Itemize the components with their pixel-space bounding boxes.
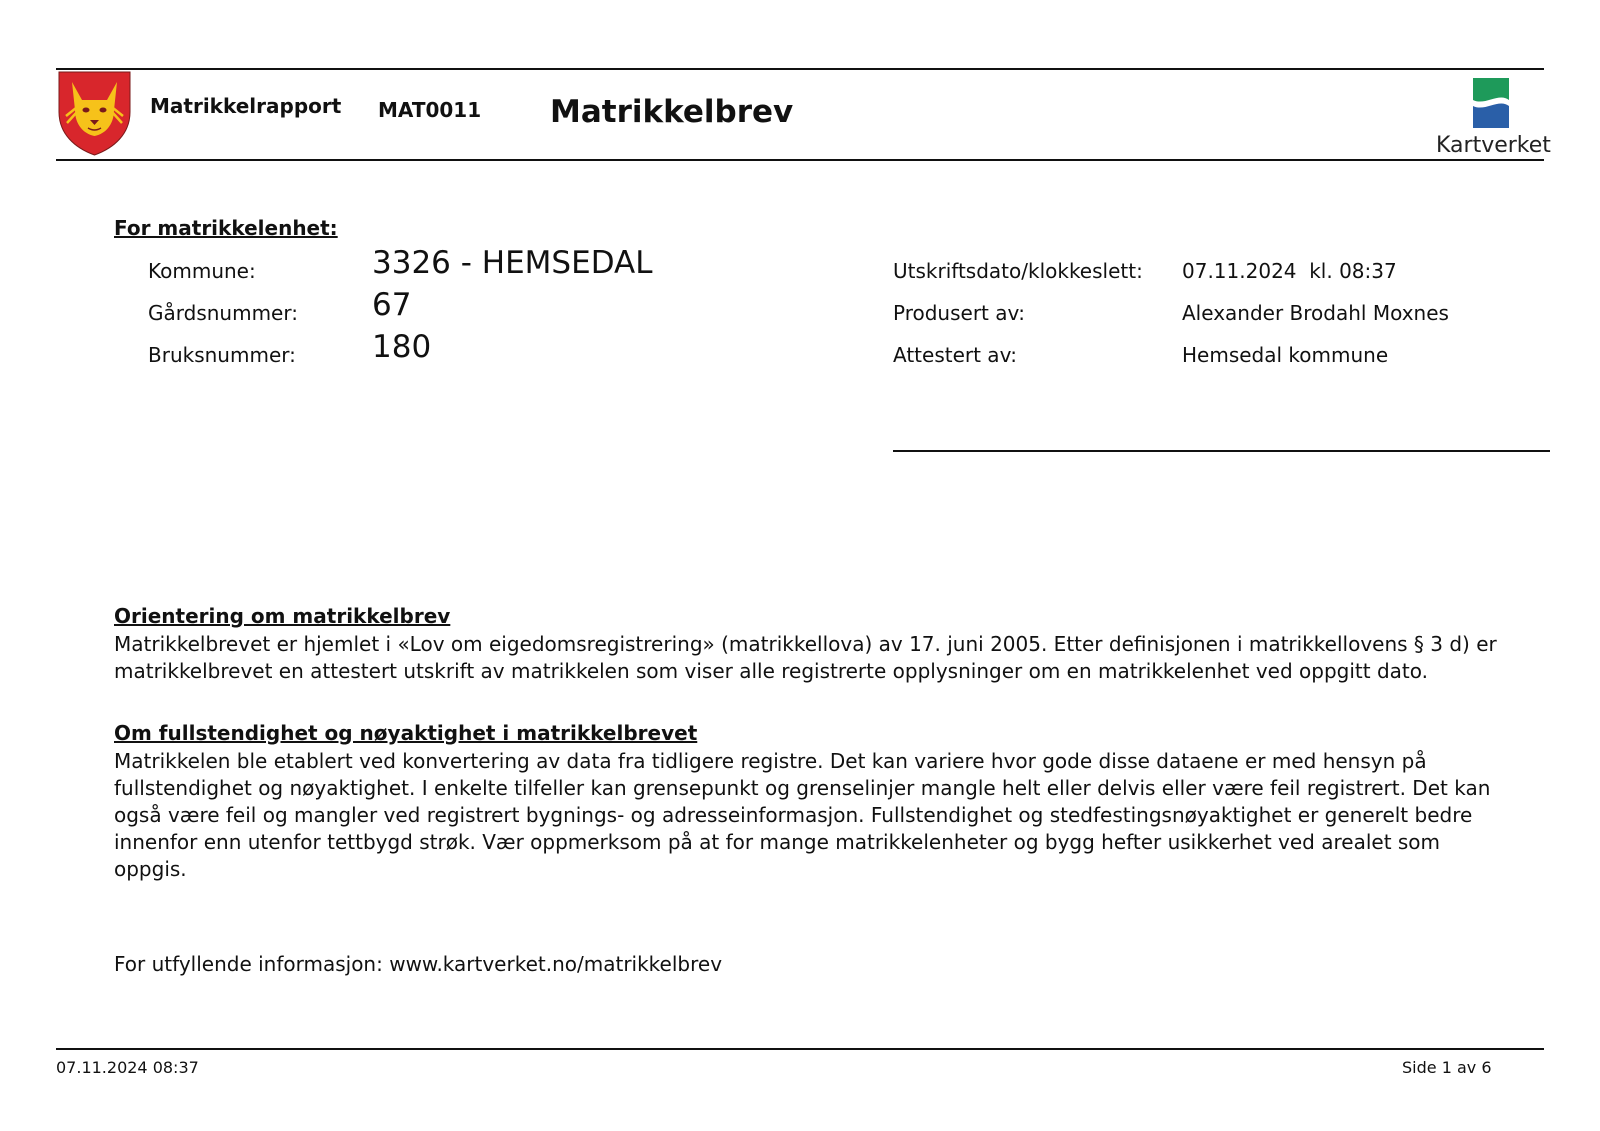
unit-heading: For matrikkelenhet: [114,216,338,240]
bruksnummer-label: Bruksnummer: [148,343,296,367]
footer-timestamp: 07.11.2024 08:37 [56,1058,199,1077]
bruksnummer-value: 180 [372,329,432,365]
accuracy-text: Matrikkelen ble etablert ved konvertering av data fra tidligere registre. Det kan variere hvor gode disse dataene er med hensyn på fullstendighet og nøyaktighet. I enkelte tilfeller kan grensepunkt og grenselinjer mangle helt eller delvis eller være feil registrert. Det kan også være feil og mangler ved registrert bygnings- og adresseinformasjon. Fullstendighet og stedfestingsnøyaktighet er generelt bedre innenfor enn utenfor tettbygd strøk. Vær oppmerksom på at for mange matrikkelenheter og bygg hefter usikkerhet ved arealet som oppgis. [114,749,1491,881]
attested-by-label: Attestert av: [893,343,1018,367]
more-info-text: For utfyllende informasjon: www.kartverket.no/matrikkelbrev [114,952,723,976]
accuracy-heading: Om fullstendighet og nøyaktighet i matrikkelbrevet [114,721,698,745]
kommune-value: 3326 - HEMSEDAL [372,245,653,281]
attested-by-value: Hemsedal kommune [1182,343,1389,367]
kommune-label: Kommune: [148,259,256,283]
kartverket-logo-text: Kartverket [1436,133,1551,158]
produced-by-value: Alexander Brodahl Moxnes [1182,301,1449,325]
orientation-heading: Orientering om matrikkelbrev [114,604,451,628]
header-top-rule [56,68,1544,70]
hemsedal-lynx-crest-icon [56,70,133,156]
produced-by-label: Produsert av: [893,301,1025,325]
print-date-label: Utskriftsdato/klokkeslett: [893,259,1143,283]
kartverket-wave-icon [1471,76,1511,130]
print-date-value: 07.11.2024 kl. 08:37 [1182,259,1397,283]
orientation-text: Matrikkelbrevet er hjemlet i «Lov om eigedomsregistrering» (matrikkellova) av 17. juni 2005. Etter definisjonen i matrikkellovens § 3 d) er matrikkelbrevet en attestert utskrift av matrikkelen som viser alle registrerte opplysninger om en matrikkelenhet ved oppgitt dato. [114,632,1497,683]
gardsnummer-label: Gårdsnummer: [148,301,298,325]
report-code: MAT0011 [378,98,482,122]
report-name: Matrikkelrapport [150,94,342,118]
page-title: Matrikkelbrev [550,94,794,130]
signature-line [893,450,1550,452]
page-number: Side 1 av 6 [1402,1058,1492,1077]
header-bottom-rule [56,159,1544,161]
gardsnummer-value: 67 [372,287,412,323]
footer-rule [56,1048,1544,1050]
